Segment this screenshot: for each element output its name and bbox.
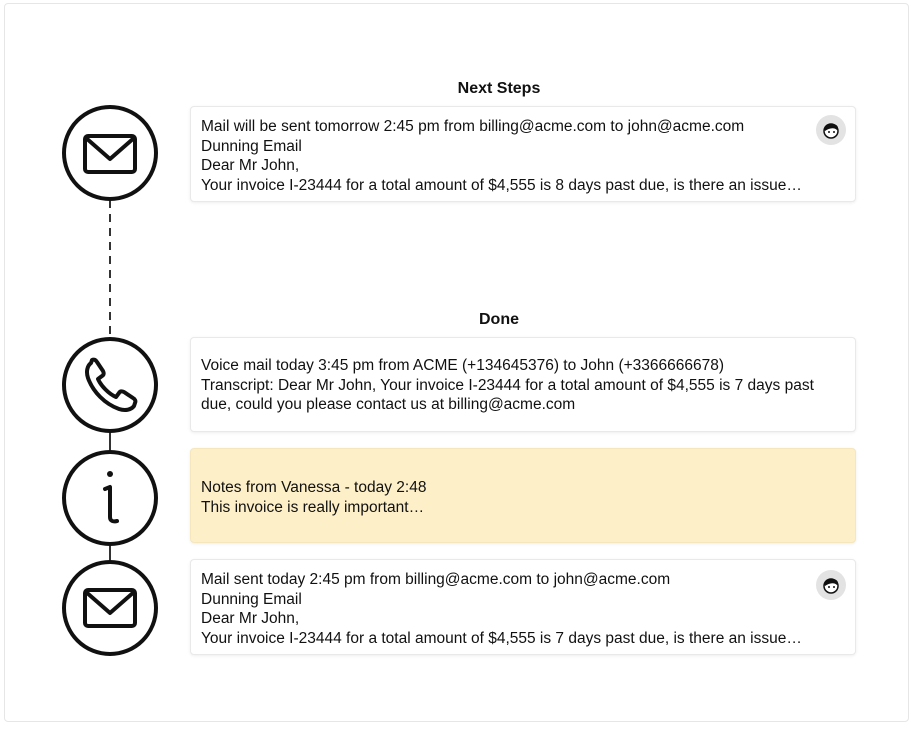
card-body: Your invoice I-23444 for a total amount of $4,555 is 7 days past due, is there an issue…: [201, 629, 802, 647]
card-subject: Dunning Email: [201, 590, 302, 608]
card-greeting: Dear Mr John,: [201, 610, 300, 627]
card-subject: Dunning Email: [201, 137, 302, 155]
card-meta: Mail sent today 2:45 pm from billing@acme.com to john@acme.com: [201, 571, 671, 588]
next-steps-heading: Next Steps: [457, 80, 541, 97]
avatar[interactable]: [816, 115, 846, 145]
info-icon: [61, 449, 159, 547]
card-meta: Mail will be sent tomorrow 2:45 pm from billing@acme.com to john@acme.com: [201, 118, 745, 135]
phone-icon: [61, 336, 159, 434]
timeline-card-note[interactable]: [190, 448, 856, 543]
user-avatar-icon: [820, 119, 842, 141]
card-greeting: Dear Mr John,: [201, 157, 300, 174]
avatar[interactable]: [816, 570, 846, 600]
timeline-card-sent-email[interactable]: [190, 559, 856, 655]
timeline-card-scheduled-email[interactable]: [190, 106, 856, 202]
card-meta: Notes from Vanessa - today 2:48: [201, 479, 427, 496]
envelope-icon: [61, 559, 159, 657]
timeline-card-voicemail[interactable]: [190, 337, 856, 432]
card-meta: Voice mail today 3:45 pm from ACME (+134645376) to John (+3366666678): [201, 357, 725, 374]
card-transcript: Transcript: Dear Mr John, Your invoice I-23444 for a total amount of $4,555 is 7 days past due, could you please contact us at billing@acme.com: [201, 376, 814, 413]
envelope-icon: [61, 104, 159, 202]
done-heading: Done: [479, 311, 519, 328]
card-body: Your invoice I-23444 for a total amount of $4,555 is 8 days past due, is there an issue…: [201, 176, 802, 194]
user-avatar-icon: [820, 574, 842, 596]
card-note-text: This invoice is really important…: [201, 498, 425, 516]
